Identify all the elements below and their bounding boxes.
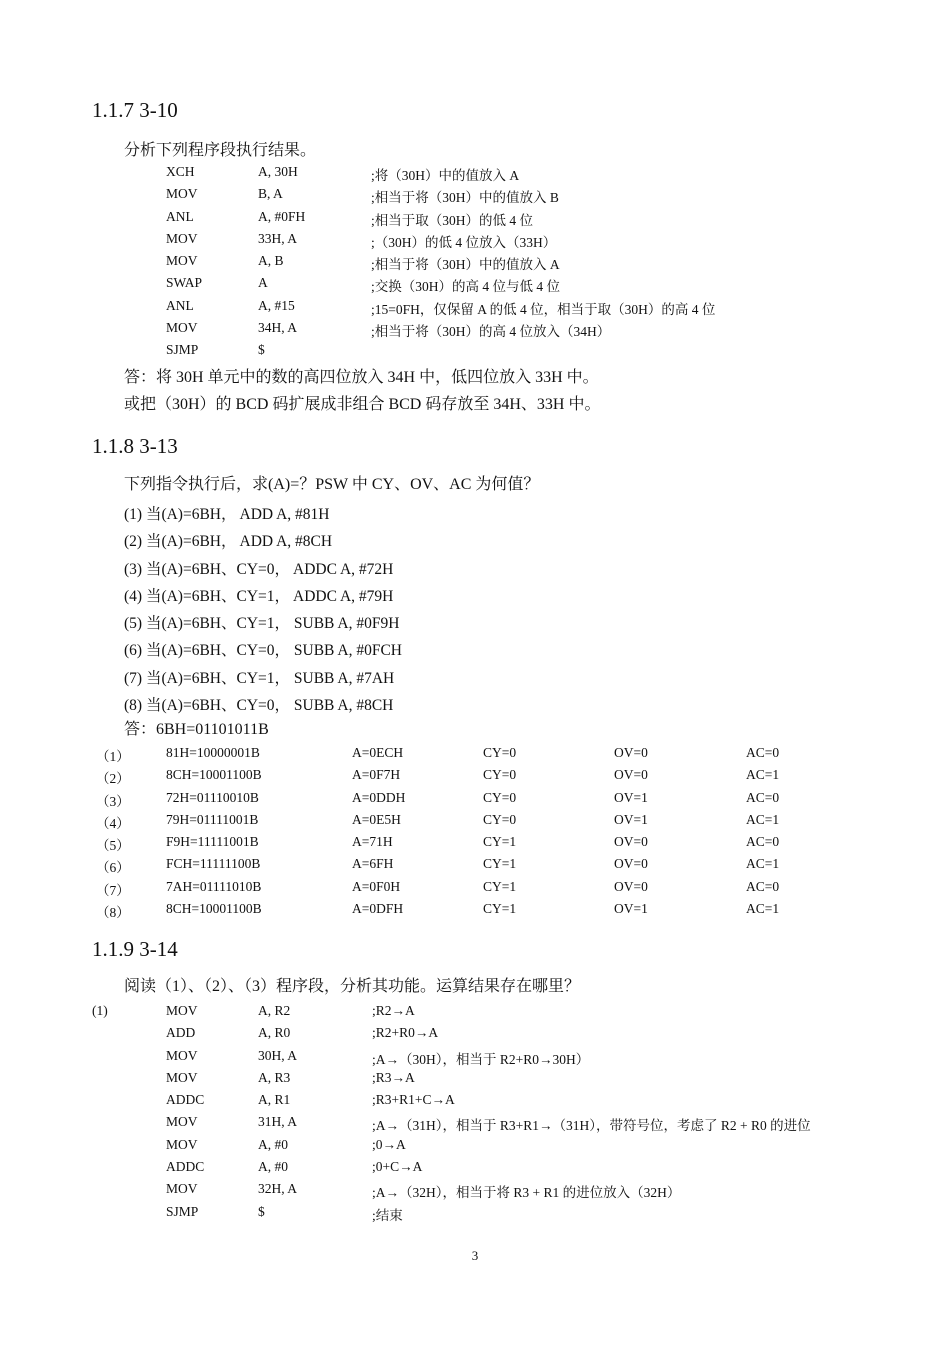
answer-a: A=0F0H	[352, 878, 401, 894]
answer-3-10-line2: 或把（30H）的 BCD 码扩展成非组合 BCD 码存放至 34H、33H 中。	[124, 396, 601, 413]
answer-cy: CY=1	[483, 834, 517, 850]
answer-num: （7）	[96, 882, 130, 898]
option-item: (1) 当(A)=6BH， ADD A, #81H	[124, 506, 330, 523]
answer-cy: CY=0	[483, 789, 517, 805]
answer-a: A=0ECH	[352, 745, 404, 760]
answer-binary: 8CH=10001100B	[166, 901, 262, 917]
code-comment: ;A→（32H），相当于将 R3 + R1 的进位放入（32H）	[372, 1185, 681, 1201]
answer-num: （3）	[96, 793, 130, 809]
section-heading-3-14: 1.1.9 3-14	[92, 937, 178, 961]
code-comment: ;相当于将（30H）的高 4 位放入（34H）	[371, 324, 611, 340]
answer-ov: OV=0	[614, 856, 648, 872]
option-item: (2) 当(A)=6BH， ADD A, #8CH	[124, 533, 333, 551]
answer-a: A=0DFH	[352, 901, 404, 917]
code-op: MOV	[166, 1136, 198, 1152]
answer-a: A=0E5H	[352, 811, 401, 827]
code-arg: A, R0	[258, 1025, 291, 1041]
code-comment: ;0+C→A	[372, 1159, 423, 1175]
option-item: (7) 当(A)=6BH、CY=1， SUBB A, #7AH	[124, 669, 395, 687]
question-3-14: 阅读（1）、（2）、（3）程序段，分析其功能。运算结果存在哪里？	[124, 978, 581, 995]
answer-num: （6）	[96, 860, 130, 876]
code-arg: 31H, A	[258, 1114, 298, 1130]
answer-ov: OV=1	[614, 901, 648, 917]
code-comment: ;A→（30H），相当于 R2+R0→30H）	[372, 1051, 590, 1067]
answer-ov: OV=1	[614, 789, 648, 805]
answer-binary: F9H=11111001B	[166, 834, 259, 850]
code-op: MOV	[166, 1069, 198, 1085]
code-arg: $	[258, 342, 265, 358]
answer-ov: OV=1	[614, 811, 648, 827]
code-comment: ;15=0FH，仅保留 A 的低 4 位，相当于取（30H）的高 4 位	[371, 301, 716, 317]
answer-binary: 81H=10000001B	[166, 745, 260, 760]
answer-binary: FCH=11111100B	[166, 856, 261, 872]
answer-ac: AC=0	[746, 878, 780, 894]
code-op: MOV	[166, 1114, 198, 1130]
answer-a: A=0F7H	[352, 767, 401, 783]
code-comment: ;R2+R0→A	[372, 1025, 439, 1041]
code-comment: ;相当于将（30H）中的值放入 A	[371, 257, 560, 273]
answer-ac: AC=1	[746, 856, 780, 872]
section-heading-3-13: 1.1.8 3-13	[92, 434, 178, 458]
answer-num: （1）	[96, 749, 130, 764]
code-arg: A, #15	[258, 297, 295, 313]
answer-ov: OV=0	[614, 745, 648, 760]
answer-cy: CY=0	[483, 745, 517, 760]
answer-ov: OV=0	[614, 834, 648, 850]
answer-row	[96, 767, 796, 789]
code-comment: ;相当于将（30H）中的值放入 B	[371, 190, 559, 206]
code-op: MOV	[166, 1181, 198, 1197]
code-op: MOV	[166, 253, 198, 269]
code-arg: A, R1	[258, 1092, 291, 1108]
code-op: MOV	[166, 320, 198, 336]
code-arg: $	[258, 1203, 265, 1219]
code-op: MOV	[166, 186, 198, 202]
code-arg: 34H, A	[258, 320, 298, 336]
answer-cy: CY=1	[483, 856, 517, 872]
answer-cy: CY=0	[483, 811, 517, 827]
answer-ac: AC=1	[746, 811, 780, 827]
code-arg: 33H, A	[258, 230, 298, 246]
answer-row	[96, 790, 796, 812]
answer-a: A=0DDH	[352, 789, 406, 805]
code-comment: ;结束	[372, 1207, 403, 1223]
code-comment: ;交换（30H）的高 4 位与低 4 位	[371, 279, 560, 295]
option-item: (4) 当(A)=6BH、CY=1， ADDC A, #79H	[124, 587, 394, 605]
option-item: (3) 当(A)=6BH、CY=0， ADDC A, #72H	[124, 560, 394, 578]
code-comment: ;0→A	[372, 1136, 406, 1152]
answer-cy: CY=1	[483, 901, 517, 917]
answer-row	[96, 834, 796, 856]
code-arg: A, R2	[258, 1003, 291, 1018]
answer-ov: OV=0	[614, 767, 648, 783]
answer-binary: 7AH=01111010B	[166, 878, 262, 894]
page-number: 3	[471, 1248, 479, 1263]
question-3-10: 分析下列程序段执行结果。	[124, 142, 317, 159]
answer-row	[96, 856, 796, 878]
answer-table-3-13	[96, 745, 796, 923]
code-arg: A, #0FH	[258, 208, 306, 224]
code-comment: ;将（30H）中的值放入 A	[371, 168, 520, 183]
code-arg: 32H, A	[258, 1181, 298, 1197]
answer-ac: AC=1	[746, 767, 780, 783]
code-op: MOV	[166, 230, 198, 246]
answer-ac: AC=1	[746, 901, 780, 917]
answer-binary: 72H=01110010B	[166, 789, 259, 805]
code-op: ADDC	[166, 1092, 205, 1108]
code-comment: ;相当于取（30H）的低 4 位	[371, 212, 533, 228]
answer-cy: CY=1	[483, 878, 517, 894]
code-arg: 30H, A	[258, 1047, 298, 1063]
option-item: (8) 当(A)=6BH、CY=0， SUBB A, #8CH	[124, 697, 394, 715]
option-item: (5) 当(A)=6BH、CY=1， SUBB A, #0F9H	[124, 615, 400, 633]
code-arg: A, #0	[258, 1136, 288, 1152]
answer-row	[96, 745, 796, 767]
answer-row	[96, 879, 796, 901]
answer-num: （8）	[96, 905, 130, 921]
answer-num: （5）	[96, 838, 130, 854]
code-label: (1)	[92, 1003, 108, 1018]
answer-cy: CY=0	[483, 767, 517, 783]
code-op: SJMP	[166, 1203, 199, 1219]
answer-a: A=6FH	[352, 856, 394, 872]
answer-binary: 79H=01111001B	[166, 811, 259, 827]
code-arg: A, B	[258, 253, 284, 269]
code-arg: A, #0	[258, 1159, 288, 1175]
code-op: MOV	[166, 1003, 198, 1018]
answer-ov: OV=0	[614, 878, 648, 894]
answer-3-10-line1: 答：将 30H 单元中的数的高四位放入 34H 中，低四位放入 33H 中。	[124, 369, 599, 386]
code-op: ADD	[166, 1025, 196, 1041]
answer-a: A=71H	[352, 834, 393, 850]
code-comment: ;（30H）的低 4 位放入（33H）	[371, 234, 557, 250]
code-comment: ;R2→A	[372, 1003, 415, 1018]
code-arg: A, 30H	[258, 164, 298, 179]
code-op: XCH	[166, 164, 195, 179]
code-comment: ;R3+R1+C→A	[372, 1092, 455, 1108]
answer-binary: 8CH=10001100B	[166, 767, 262, 783]
code-comment: ;A→（31H），相当于 R3+R1→（31H），带符号位，考虑了 R2 + R0 的进位	[372, 1118, 811, 1134]
code-arg: A, R3	[258, 1069, 291, 1085]
answer-row	[96, 812, 796, 834]
code-op: SWAP	[166, 275, 203, 291]
code-op: ANL	[166, 208, 194, 224]
answer-ac: AC=0	[746, 745, 780, 760]
code-op: ADDC	[166, 1159, 205, 1175]
answer-intro-3-13: 答：6BH=01101011B	[124, 721, 269, 738]
answer-num: （4）	[96, 815, 130, 831]
answer-num: （2）	[96, 771, 130, 787]
code-arg: B, A	[258, 186, 283, 202]
question-3-13: 下列指令执行后，求(A)=？PSW 中 CY、OV、AC 为何值？	[124, 476, 540, 493]
code-op: MOV	[166, 1047, 198, 1063]
code-arg: A	[258, 275, 268, 291]
option-item: (6) 当(A)=6BH、CY=0， SUBB A, #0FCH	[124, 642, 402, 660]
code-op: SJMP	[166, 342, 199, 358]
answer-row	[96, 901, 796, 923]
section-heading-3-10: 1.1.7 3-10	[92, 98, 178, 122]
answer-ac: AC=0	[746, 789, 780, 805]
code-op: ANL	[166, 297, 194, 313]
answer-ac: AC=0	[746, 834, 780, 850]
options-3-13	[124, 502, 402, 720]
code-comment: ;R3→A	[372, 1069, 415, 1085]
